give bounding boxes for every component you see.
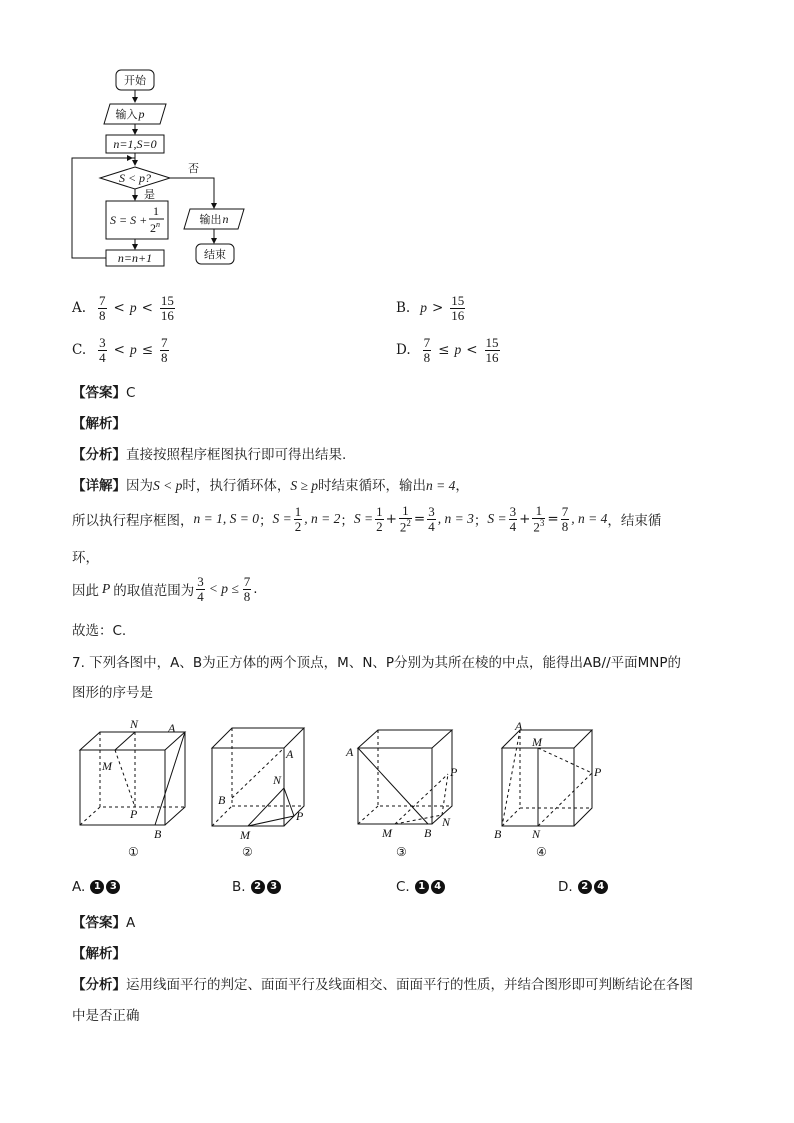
q6-choose: 故选：C.	[72, 623, 127, 639]
svg-text:P: P	[450, 765, 458, 779]
flow-update-exp: n	[156, 220, 160, 229]
svg-text:N: N	[130, 718, 139, 731]
svg-text:A: A	[515, 719, 523, 733]
flow-update-num: 1	[153, 204, 159, 218]
cube-figures	[70, 718, 610, 866]
svg-text:输入p	[116, 107, 145, 121]
svg-text:P: P	[594, 765, 602, 779]
cube-caption-2: ②	[242, 845, 253, 859]
flow-output-label: 输出	[199, 213, 222, 226]
svg-text:B: B	[154, 827, 162, 841]
q7-option-a-label: A.	[72, 879, 86, 895]
svg-text:M: M	[102, 759, 112, 773]
svg-text:B: B	[494, 827, 502, 841]
q7-fenxi-1: 【分析】运用线面平行的判定、面面平行及线面相交、面面平行的性质，并结合图形即可判断结论在各图	[72, 977, 693, 993]
q6-detail-2: 所以执行程序框图， n = 1, S = 0 ； S = $\frac{1}{2}$ , n = 2 ； S = $\frac{1}{2}$ + $\frac{1}{2^2}$ = $\frac{3}{4}$ , n = 3 ； S = $\frac{3}{4}$ + $\frac{1}{2^3}$ = $\frac{7}{8}$ , n = 4 ，结束循	[72, 503, 662, 535]
flow-yes-label: 是	[144, 188, 155, 201]
q6-answer: 【答案】C	[72, 385, 136, 401]
q6-detail-3: 环，	[72, 550, 99, 566]
flow-input-var: p	[138, 107, 145, 121]
circled-number: 2	[251, 880, 265, 894]
circled-number: 3	[267, 880, 281, 894]
cube-caption-1: ①	[128, 845, 139, 859]
q7-option-b[interactable]	[232, 879, 282, 895]
frac: $\frac{7}{8}$	[99, 293, 106, 323]
q6-option-a-label: A.	[72, 300, 87, 317]
q6-option-a[interactable]: A. $\frac{7}{8}$ < p < $\frac{15}{16}$	[72, 293, 174, 323]
q6-option-b-label: B.	[396, 300, 411, 317]
frac: $\frac{7}{8}$	[423, 335, 431, 365]
svg-text:N: N	[532, 827, 541, 841]
svg-text:A: A	[168, 721, 176, 735]
flow-input-label: 输入	[115, 108, 138, 121]
svg-text:B: B	[424, 826, 432, 840]
q6-option-d-label: D.	[396, 342, 411, 359]
svg-text:M: M	[532, 735, 542, 749]
q6-option-d[interactable]: D. $\frac{7}{8}$ ≤ p < $\frac{15}{16}$	[396, 335, 499, 365]
cube-figure-2	[212, 728, 304, 859]
svg-text:P: P	[296, 809, 304, 823]
flow-no-label: 否	[188, 162, 199, 175]
q6-detail-4: 因此 P 的取值范围为 $\frac{3}{4}$ < p ≤ $\frac{7}{8}$ .	[72, 573, 258, 604]
cube-caption-4: ④	[536, 845, 547, 859]
svg-text:输出n	[200, 212, 229, 226]
flow-end-label: 结束	[204, 248, 226, 261]
flow-update-den: 2	[150, 221, 156, 235]
q6-option-b[interactable]: B. p > $\frac{15}{16}$	[396, 293, 465, 323]
flow-output-var: n	[222, 212, 229, 226]
flow-decision-label: S < p?	[118, 171, 152, 185]
circled-number: 1	[90, 880, 104, 894]
circled-number: 4	[431, 880, 445, 894]
q6-option-c[interactable]: C. $\frac{3}{4}$ < p ≤ $\frac{7}{8}$	[72, 335, 168, 365]
cube-figure-4	[494, 719, 602, 859]
frac: $\frac{15}{16}$	[160, 293, 174, 323]
flow-init-label: n=1,S=0	[113, 137, 157, 151]
q7-option-c-label: C.	[396, 879, 410, 895]
q7-stem-2: 图形的序号是	[72, 685, 153, 701]
circled-number: 3	[106, 880, 120, 894]
q7-fenxi-2: 中是否正确	[72, 1008, 140, 1024]
q6-detail-1: 【详解】因为S < p时，执行循环体，S ≥ p时结束循环，输出n = 4，	[72, 478, 469, 494]
q6-option-c-label: C.	[72, 342, 87, 359]
svg-text:M: M	[240, 828, 250, 842]
q7-option-d-label: D.	[558, 879, 573, 895]
frac: $\frac{15}{16}$	[451, 293, 465, 323]
svg-text:A: A	[286, 747, 294, 761]
q7-option-b-label: B.	[232, 879, 246, 895]
flow-update-label: S = S +	[110, 213, 148, 227]
frac: $\frac{3}{4}$	[99, 335, 106, 365]
circled-number: 4	[594, 880, 608, 894]
svg-text:N: N	[442, 815, 451, 829]
q6-analysis-tag: 【解析】	[72, 416, 126, 432]
cube-figure-1	[80, 718, 185, 859]
frac: $\frac{7}{8}$	[161, 335, 168, 365]
svg-text:M: M	[382, 826, 392, 840]
svg-text:A: A	[346, 745, 354, 759]
flowchart	[60, 62, 280, 272]
cube-caption-3: ③	[396, 845, 407, 859]
circled-number: 2	[578, 880, 592, 894]
q7-analysis-tag: 【解析】	[72, 946, 126, 962]
q7-stem-1: 7. 下列各图中，A、B为正方体的两个顶点，M、N、P分别为其所在棱的中点，能得出AB//平面MNP的	[72, 655, 682, 671]
circled-number: 1	[415, 880, 429, 894]
q7-option-c[interactable]	[396, 879, 446, 895]
svg-text:N: N	[273, 773, 282, 787]
q7-option-d[interactable]	[558, 879, 609, 895]
flow-increment-label: n=n+1	[117, 251, 153, 265]
frac: $\frac{15}{16}$	[485, 335, 499, 365]
q7-option-a[interactable]	[72, 879, 121, 895]
q6-fenxi: 【分析】直接按照程序框图执行即可得出结果.	[72, 447, 347, 463]
cube-figure-3	[345, 730, 458, 859]
q7-answer: 【答案】A	[72, 915, 136, 931]
svg-text:P: P	[130, 807, 138, 821]
flow-start-label: 开始	[124, 74, 146, 87]
svg-text:B: B	[218, 793, 226, 807]
